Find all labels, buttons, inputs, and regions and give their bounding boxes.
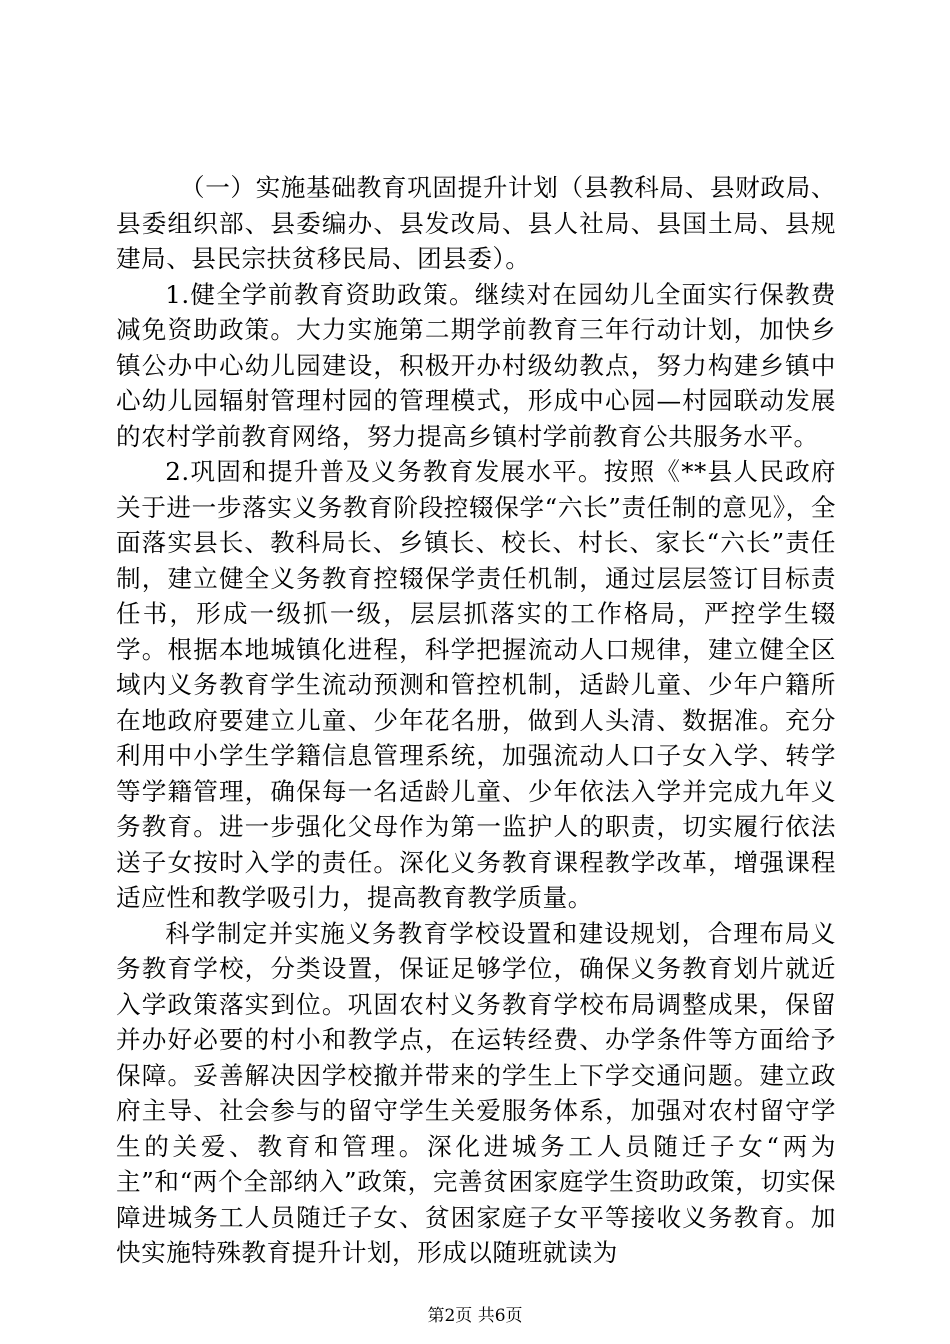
body-paragraph: 2.巩固和提升普及义务教育发展水平。按照《**县人民政府关于进一步落实义务教育阶段控辍保学“六长”责任制的意见》，全面落实县长、教科局长、乡镇长、校长、村长、家长“六长”责任制，建立健全义务教育控辍保学责任机制，通过层层签订目标责任书，形成一级抓一级，层层抓落实的工作格局，严控学生辍学。根据本地城镇化进程，科学把握流动人口规律，建立健全区域内义务教育学生流动预测和管控机制，适龄儿童、少年户籍所在地政府要建立儿童、少年花名册，做到人头清、数据准。充分利用中小学生学籍信息管理系统，加强流动人口子女入学、转学等学籍管理，确保每一名适龄儿童、少年依法入学并完成九年义务教育。进一步强化父母作为第一监护人的职责，切实履行依法送子女按时入学的责任。深化义务教育课程教学改革，增强课程适应性和教学吸引力，提高教育教学质量。 <box>116 457 836 912</box>
body-paragraph: 科学制定并实施义务教育学校设置和建设规划，合理布局义务教育学校，分类设置，保证足够学位，确保义务教育划片就近入学政策落实到位。巩固农村义务教育学校布局调整成果，保留并办好必要的村小和教学点，在运转经费、办学条件等方面给予保障。妥善解决因学校撤并带来的学生上下学交通问题。建立政府主导、社会参与的留守学生关爱服务体系，加强对农村留守学生的关爱、教育和管理。深化进城务工人员随迁子女“两为主”和“两个全部纳入”政策，完善贫困家庭学生资助政策，切实保障进城务工人员随迁子女、贫困家庭子女平等接收义务教育。加快实施特殊教育提升计划，形成以随班就读为 <box>116 918 836 1267</box>
document-body <box>116 170 836 1271</box>
body-paragraph: 1.健全学前教育资助政策。继续对在园幼儿全面实行保教费减免资助政策。大力实施第二期学前教育三年行动计划，加快乡镇公办中心幼儿园建设，积极开办村级幼教点，努力构建乡镇中心幼儿园辐射管理村园的管理模式，形成中心园—村园联动发展的农村学前教育网络，努力提高乡镇村学前教育公共服务水平。 <box>116 279 836 451</box>
section-heading-paragraph: （一）实施基础教育巩固提升计划（县教科局、县财政局、县委组织部、县委编办、县发改局、县人社局、县国土局、县规建局、县民宗扶贫移民局、团县委）。 <box>116 173 836 273</box>
page-footer: 第2页 共6页 <box>427 1306 523 1326</box>
